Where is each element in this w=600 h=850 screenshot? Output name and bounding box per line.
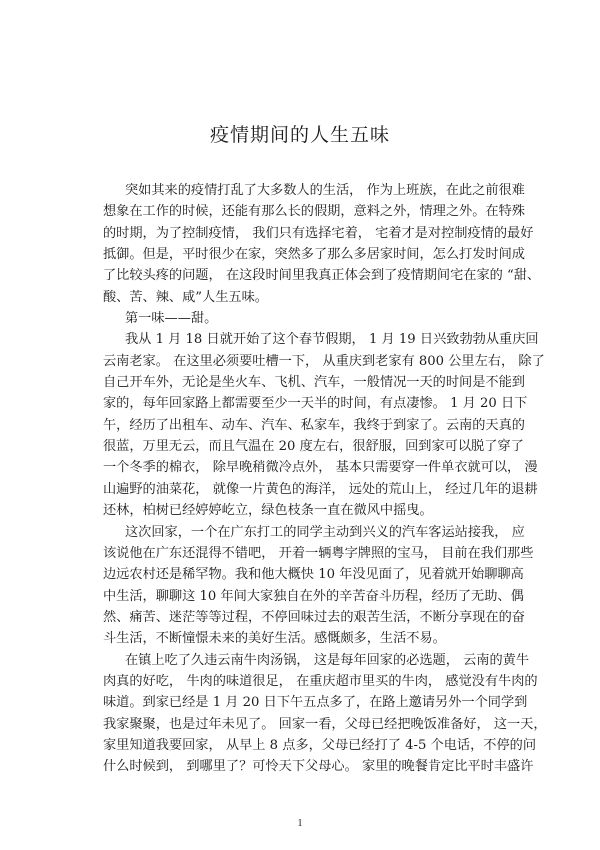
text-line: 突如其来的疫情打乱了大多数人的生活， 作为上班族，在此之前很难	[125, 183, 525, 198]
text-line: 肉真的好吃， 牛肉的味道很足， 在重庆超市里买的牛肉， 感觉没有牛肉的	[103, 673, 538, 689]
body-text	[103, 180, 547, 778]
text-line: 斗生活，不断憧憬未来的美好生活。感慨颇多，生活不易。	[103, 631, 446, 647]
text-line: 该说他在广东还混得不错吧， 开着一辆粤字牌照的宝马， 目前在我们那些	[103, 545, 534, 561]
text-line: 的时期，为了控制疫情， 我们只有选择宅着， 宅着才是对控制疫情的最好	[103, 225, 534, 241]
page-number: 1	[297, 818, 303, 829]
text-line: 还林，柏树已经婷婷屹立，绿色枝条一直在微风中摇曳。	[103, 503, 433, 519]
text-line: 想象在工作的时候，还能有那么长的假期，意料之外，情理之外。在特殊	[103, 204, 525, 220]
text-line: 我从 1 月 18 日就开始了这个春节假期， 1 月 19 日兴致勃勃从重庆回	[125, 332, 539, 348]
text-line: 家的，每年回家路上都需要至少一天半的时间，有点凄惨。 1 月 20 日下	[103, 396, 528, 412]
text-line: 云南老家。 在这里必须要吐槽一下， 从重庆到老家有 800 公里左右， 除了	[103, 353, 545, 369]
text-line: 了比较头疼的问题， 在这段时间里我真正体会到了疫情期间宅在家的 “甜、	[103, 268, 541, 284]
text-line: 自己开车外，无论是坐火车、飞机、汽车，一般情况一天的时间是不能到	[103, 375, 525, 391]
text-line: 什么时候到， 到哪里了？可怜天下父母心。 家里的晚餐肯定比平时丰盛许	[103, 759, 534, 775]
text-line: 一个冬季的棉衣， 除早晚稍微冷点外， 基本只需要穿一件单衣就可以， 漫	[103, 460, 538, 476]
section-heading: 第一味——甜。	[125, 311, 218, 327]
text-line: 在镇上吃了久违云南牛肉汤锅， 这是每年回家的必选题， 云南的黄牛	[125, 652, 530, 668]
text-line: 中生活，聊聊这 10 年间大家独自在外的辛苦奋斗历程，经历了无助、偶	[103, 588, 524, 604]
text-line: 这次回家，一个在广东打工的同学主动到兴义的汽车客运站接我， 应	[125, 524, 525, 540]
text-line: 家里知道我要回家， 从早上 8 点多，父母已经打了 4-5 个电话，不停的问	[103, 737, 537, 753]
text-line: 抵御。但是，平时很少在家，突然多了那么多居家时间，怎么打发时间成	[103, 247, 525, 263]
text-line: 午，经历了出租车、动车、汽车、私家车，我终于到家了。云南的天真的	[103, 417, 525, 433]
text-line: 然、痛苦、迷茫等等过程，不停回味过去的艰苦生活，不断分享现在的奋	[103, 609, 525, 625]
text-line: 味道。到家已经是 1 月 20 日下午五点多了，在路上邀请另外一个同学到	[103, 695, 528, 711]
text-line: 边远农村还是稀罕物。我和他大概快 10 年没见面了，见着就开始聊聊高	[103, 567, 524, 583]
text-line: 酸、苦、辣、咸”人生五味。	[103, 289, 268, 305]
document-title: 疫情期间的人生五味	[209, 124, 390, 146]
text-line: 我家聚聚，也是过年未见了。 回家一看，父母已经把晚饭准备好， 这一天，	[103, 716, 547, 732]
text-line: 山遍野的油菜花， 就像一片黄色的海洋， 远处的荒山上， 经过几年的退耕	[103, 481, 538, 497]
text-line: 很蓝，万里无云，而且气温在 20 度左右，很舒服，回到家可以脱了穿了	[103, 439, 524, 455]
